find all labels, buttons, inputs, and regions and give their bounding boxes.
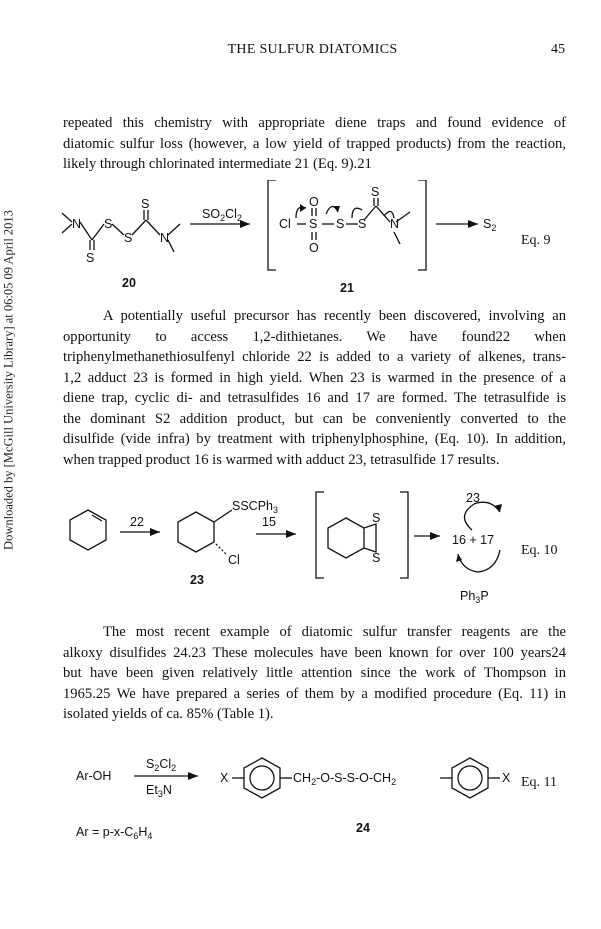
eq11-reagent-top: $S_2Cl_2$ xyxy=(146,757,177,773)
atom-s: S xyxy=(104,217,113,231)
compound-20-label: 20 xyxy=(122,276,136,290)
ring-s: S xyxy=(372,511,381,525)
eq11-label: Eq. 11 xyxy=(521,775,558,790)
atom-cl: Cl xyxy=(279,217,291,231)
atom-s: S xyxy=(371,185,380,199)
atom-n: N xyxy=(160,231,170,245)
text-line: triphenylmethanethiosulfenyl chloride 22 is added to a variety of alkenes, trans- xyxy=(63,349,566,365)
text-line: likely through chlorinated intermediate 21 (Eq. 9).21 xyxy=(63,156,372,172)
page-number: 45 xyxy=(551,42,565,57)
atom-n: N xyxy=(72,217,82,231)
atom-s: S xyxy=(309,217,318,231)
eq9-product: $S_2$ xyxy=(483,217,497,233)
eq11-linker: $CH_2-O-S-S-O-CH_2$ xyxy=(293,771,397,787)
eq9-label: Eq. 9 xyxy=(521,233,551,248)
text-line: 1965.25 We have prepared a series of them by a modified procedure (Eq. 11) in xyxy=(63,685,566,702)
eq11-reactant: Ar-OH xyxy=(76,769,112,783)
text-line: opportunity to access 1,2-dithietanes. We have found22 when xyxy=(63,328,566,345)
text-line: repeated this chemistry with appropriate diene traps and found evidence of xyxy=(63,115,566,131)
text-line: isolated yields of ca. 85% (Table 1). xyxy=(63,706,274,722)
paragraph-2 xyxy=(63,306,566,470)
text-line: A potentially useful precursor has recently been discovered, involving an xyxy=(103,308,566,324)
eq10-products: 16 + 17 xyxy=(452,533,495,547)
compound-24-label: 24 xyxy=(356,821,370,835)
atom-s: S xyxy=(124,231,133,245)
eq10-cl: Cl xyxy=(228,553,240,567)
atom-s: S xyxy=(358,217,367,231)
atom-n: N xyxy=(390,217,400,231)
eq11-x-right: X xyxy=(502,771,511,785)
paragraph-1 xyxy=(63,113,566,175)
text-line: diene trap, cyclic di- and tetrasulfides 16 and 17 are formed. The tetrasulfide is xyxy=(63,390,566,406)
text-line: diatomic sulfur loss (however, a low yield of trapped products) from the reaction, xyxy=(63,135,566,152)
text-line: when trapped product 16 is warmed with adduct 23, tetrasulfide 17 results. xyxy=(63,451,500,468)
eq10-substituent: SSCPh$_3$ xyxy=(232,499,279,515)
text-line: the dominant S2 addition product, but can be conveniently converted to the xyxy=(63,410,566,427)
equation-9-scheme xyxy=(0,180,601,300)
download-note: Downloaded by [McGill University Library] at 06:05 09 April 2013 xyxy=(1,210,16,550)
text-line: 1,2 adduct 23 is formed in high yield. When 23 is warmed in the presence of a xyxy=(63,369,566,386)
eq9-structures xyxy=(0,180,601,300)
compound-23-label: 23 xyxy=(190,573,204,587)
equation-11-scheme xyxy=(0,740,601,860)
atom-o: O xyxy=(309,241,319,255)
eq10-label: Eq. 10 xyxy=(521,543,558,558)
eq10-bottom-reagent: $Ph_3P$ xyxy=(460,589,489,605)
eq11-ar-definition: $Ar = p-x-C_6H_4$ xyxy=(76,825,153,841)
equation-10-scheme xyxy=(0,482,601,612)
running-title: THE SULFUR DIATOMICS xyxy=(227,42,398,57)
text-line: but have been given relatively little attention since the work of Thompson in xyxy=(63,665,566,681)
atom-o: O xyxy=(309,195,319,209)
eq11-structures xyxy=(0,740,601,860)
text-line: alkoxy disulfides 24.23 These molecules have been known for over 100 years24 xyxy=(63,644,566,661)
eq10-reagent-2: 15 xyxy=(262,515,276,529)
running-head xyxy=(60,42,565,60)
eq10-reagent-1: 22 xyxy=(130,515,144,529)
atom-s: S xyxy=(336,217,345,231)
eq11-x-left: X xyxy=(220,771,229,785)
eq9-reagent: $SO_2Cl_2$ xyxy=(202,207,242,223)
atom-s: S xyxy=(86,251,95,265)
text-line: disulfide (vide infra) by treatment with triphenylphosphine, (Eq. 10). In addition, xyxy=(63,431,566,447)
eq10-top-reagent: 23 xyxy=(466,491,480,505)
text-line: The most recent example of diatomic sulfur transfer reagents are the xyxy=(103,624,566,640)
paragraph-3 xyxy=(63,622,566,725)
atom-s: S xyxy=(141,197,150,211)
eq10-structures xyxy=(0,482,601,612)
eq11-reagent-bottom: $Et_3N$ xyxy=(146,783,172,799)
ring-s: S xyxy=(372,551,381,565)
compound-21-label: 21 xyxy=(340,281,354,295)
